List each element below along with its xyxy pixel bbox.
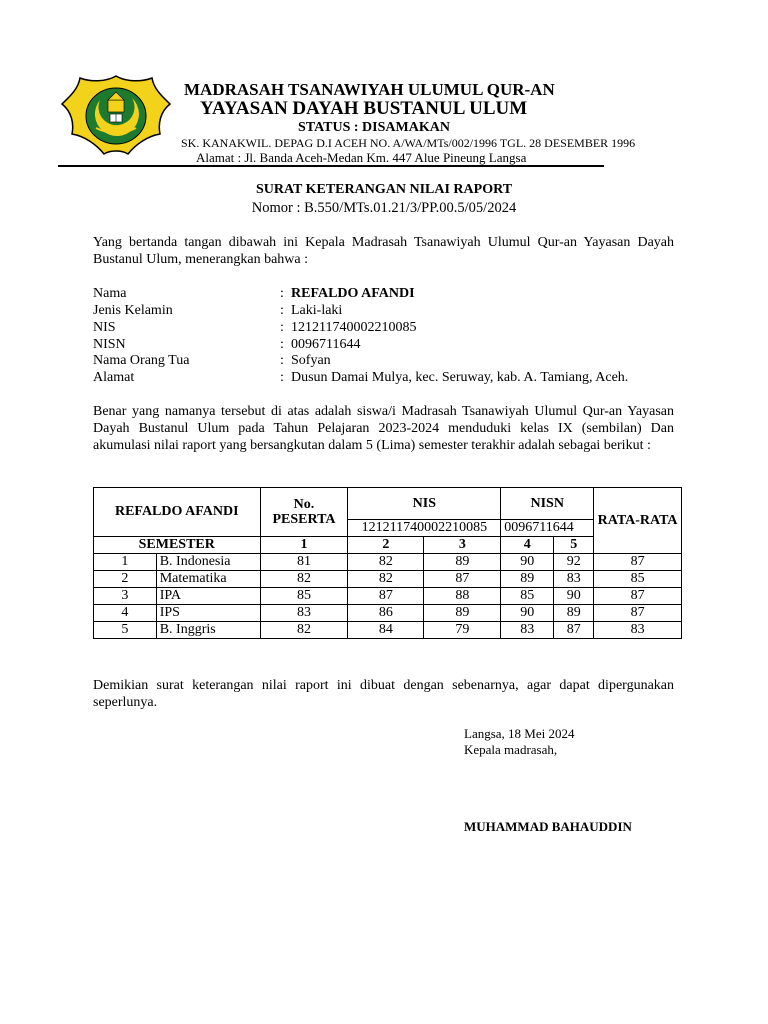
no-peserta-header: No. PESERTA	[260, 488, 348, 537]
student-name-header: REFALDO AFANDI	[94, 488, 261, 537]
row-number: 5	[94, 622, 157, 639]
score-cell: 87	[554, 622, 594, 639]
document-title: SURAT KETERANGAN NILAI RAPORT	[255, 182, 513, 197]
closing-paragraph: Demikian surat keterangan nilai raport ini dibuat dengan sebenarnya, agar dapat dipergunakan seperlunya.	[93, 678, 674, 710]
field-label-gender: Jenis Kelamin	[93, 303, 173, 318]
field-label-nis: NIS	[93, 320, 116, 335]
header-divider	[58, 165, 604, 167]
table-semester-row	[94, 537, 682, 554]
status-line: STATUS : DISAMAKAN	[298, 120, 450, 135]
semester-header: SEMESTER	[94, 537, 261, 554]
average-cell: 87	[594, 588, 682, 605]
subject-name: B. Inggris	[156, 622, 260, 639]
field-value-nisn: 0096711644	[291, 337, 361, 352]
statement-paragraph: Benar yang namanya tersebut di atas adalah siswa/i Madrasah Tsanawiyah Ulumul Qur-an Yayasan Dayah Bustanul Ulum pada Tahun Pelajaran 2023-2024 menduduki kelas IX (sembilan) Dan akumulasi nilai raport yang bersangkutan dalam 5 (Lima) semester terakhir adalah sebagai berikut :	[93, 404, 674, 453]
average-header: RATA-RATA	[594, 488, 682, 554]
field-value-address: Dusun Damai Mulya, kec. Seruway, kab. A. Tamiang, Aceh.	[291, 370, 629, 385]
row-number: 3	[94, 588, 157, 605]
score-cell: 89	[501, 571, 554, 588]
place-date: Langsa, 18 Mei 2024	[464, 726, 575, 741]
field-label-parent: Nama Orang Tua	[93, 353, 190, 368]
average-cell: 85	[594, 571, 682, 588]
score-cell: 84	[348, 622, 424, 639]
semester-number: 3	[424, 537, 501, 554]
score-cell: 90	[501, 554, 554, 571]
score-cell: 89	[554, 605, 594, 622]
field-colon: :	[280, 303, 284, 318]
score-cell: 87	[348, 588, 424, 605]
score-cell: 88	[424, 588, 501, 605]
score-cell: 85	[501, 588, 554, 605]
score-cell: 89	[424, 605, 501, 622]
nisn-value-cell: 0096711644	[501, 520, 594, 537]
semester-number: 5	[554, 537, 594, 554]
score-cell: 86	[348, 605, 424, 622]
field-colon: :	[280, 337, 284, 352]
signer-position: Kepala madrasah,	[464, 742, 558, 757]
nis-header: NIS	[348, 488, 501, 520]
score-cell: 83	[260, 605, 348, 622]
score-cell: 85	[260, 588, 348, 605]
signer-name: MUHAMMAD BAHAUDDIN	[464, 819, 632, 834]
table-row	[94, 588, 682, 605]
row-number: 1	[94, 554, 157, 571]
score-cell: 87	[424, 571, 501, 588]
grades-table	[93, 487, 682, 639]
row-number: 4	[94, 605, 157, 622]
score-cell: 81	[260, 554, 348, 571]
table-row	[94, 554, 682, 571]
table-header-row	[94, 488, 682, 520]
score-cell: 79	[424, 622, 501, 639]
subject-name: IPS	[156, 605, 260, 622]
field-value-name: REFALDO AFANDI	[291, 286, 415, 301]
score-cell: 82	[348, 571, 424, 588]
table-row	[94, 571, 682, 588]
score-cell: 89	[424, 554, 501, 571]
score-cell: 83	[501, 622, 554, 639]
average-cell: 87	[594, 605, 682, 622]
school-name: MADRASAH TSANAWIYAH ULUMUL QUR-AN	[184, 80, 555, 99]
field-colon: :	[280, 353, 284, 368]
table-row	[94, 622, 682, 639]
score-cell: 82	[348, 554, 424, 571]
field-value-nis: 121211740002210085	[291, 320, 417, 335]
school-logo	[60, 72, 172, 158]
field-label-name: Nama	[93, 286, 127, 301]
intro-paragraph: Yang bertanda tangan dibawah ini Kepala Madrasah Tsanawiyah Ulumul Qur-an Yayasan Dayah Bustanul Ulum, menerangkan bahwa :	[93, 235, 674, 267]
address-line: Alamat : Jl. Banda Aceh-Medan Km. 447 Alue Pineung Langsa	[196, 150, 527, 165]
score-cell: 83	[554, 571, 594, 588]
score-cell: 92	[554, 554, 594, 571]
score-cell: 82	[260, 571, 348, 588]
field-colon: :	[280, 320, 284, 335]
semester-number: 2	[348, 537, 424, 554]
score-cell: 90	[554, 588, 594, 605]
field-colon: :	[280, 370, 284, 385]
field-colon: :	[280, 286, 284, 301]
field-label-address: Alamat	[93, 370, 135, 385]
subject-name: IPA	[156, 588, 260, 605]
foundation-name: YAYASAN DAYAH BUSTANUL ULUM	[200, 98, 528, 119]
nisn-header: NISN	[501, 488, 594, 520]
average-cell: 87	[594, 554, 682, 571]
semester-number: 1	[260, 537, 348, 554]
subject-name: Matematika	[156, 571, 260, 588]
score-cell: 90	[501, 605, 554, 622]
semester-number: 4	[501, 537, 554, 554]
field-value-parent: Sofyan	[291, 353, 331, 368]
sk-line: SK. KANAKWIL. DEPAG D.I ACEH NO. A/WA/MTs/002/1996 TGL. 28 DESEMBER 1996	[181, 136, 636, 150]
row-number: 2	[94, 571, 157, 588]
field-value-gender: Laki-laki	[291, 303, 343, 318]
average-cell: 83	[594, 622, 682, 639]
nis-value-cell: 121211740002210085	[348, 520, 501, 537]
score-cell: 82	[260, 622, 348, 639]
document-number: Nomor : B.550/MTs.01.21/3/PP.00.5/05/2024	[251, 200, 517, 216]
subject-name: B. Indonesia	[156, 554, 260, 571]
table-row	[94, 605, 682, 622]
field-label-nisn: NISN	[93, 337, 126, 352]
